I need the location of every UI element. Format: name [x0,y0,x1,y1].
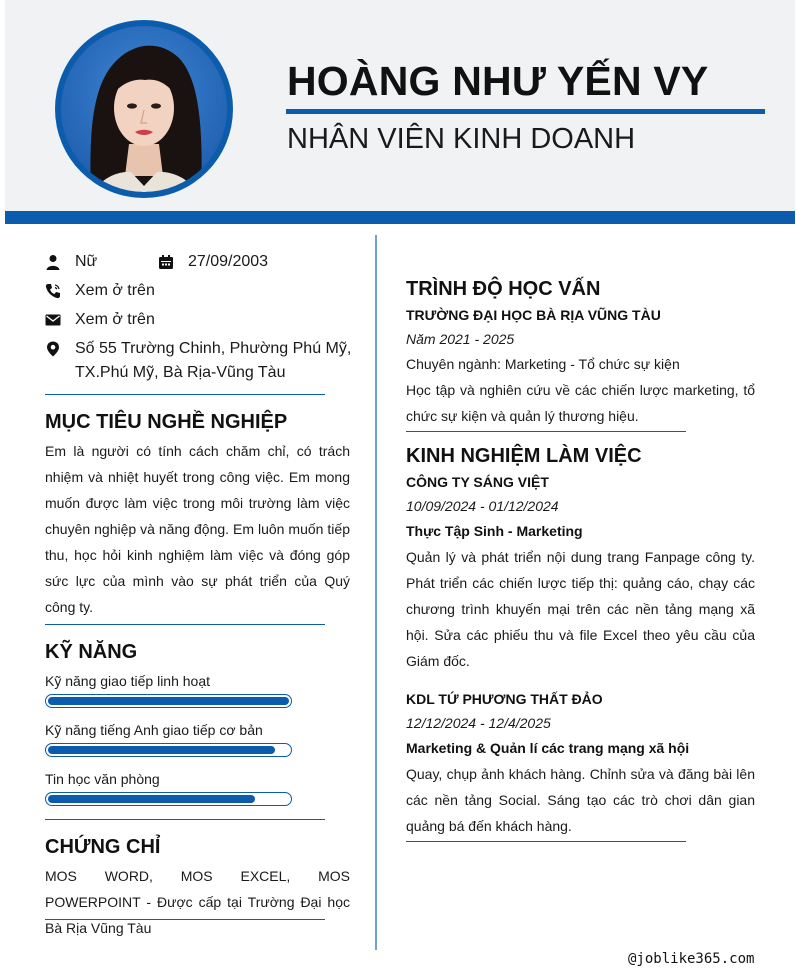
skill-bar [45,743,292,757]
skill-bar [45,792,292,806]
email-icon [45,312,61,328]
skills-title: KỸ NĂNG [45,641,138,663]
objective-title: MỤC TIÊU NGHỀ NGHIỆP [45,411,288,433]
skills-separator [45,819,325,820]
education-major: Chuyên ngành: Marketing - Tổ chức sự kiện [406,356,680,372]
experience-title: KINH NGHIỆM LÀM VIỆC [406,445,642,467]
address-line-2: TX.Phú Mỹ, Bà Rịa-Vũng Tàu [75,364,286,381]
skill-label: Tin học văn phòng [45,771,160,787]
contact-address [45,337,351,385]
education-period: Năm 2021 - 2025 [406,331,515,347]
calendar-icon [158,254,174,270]
job-period: 12/12/2024 - 12/4/2025 [406,715,551,731]
phone-icon [45,283,61,299]
header-accent-bar [5,211,795,224]
phone-value: Xem ở trên [75,282,155,299]
contact-phone [45,282,155,300]
contact-gender [45,253,97,271]
job-description: Quản lý và phát triển nội dung trang Fanpage công ty. Phát triển các chiến lược tiếp thị: quảng cáo, chạy các chương trình khuyến mại trên các nền tảng mạng xã hội. Sửa các phiếu thu và file Excel theo yêu cầu của Giám đốc. [406,549,755,669]
skill-label: Kỹ năng giao tiếp linh hoạt [45,673,211,689]
candidate-name: HOÀNG NHƯ YẾN VY [287,58,709,104]
job-company: KDL TỨ PHƯƠNG THẤT ĐẢO [406,691,603,707]
certificates-title: CHỨNG CHỈ [45,836,161,858]
profile-photo [61,26,227,192]
contact-separator [45,394,325,395]
job-company: CÔNG TY SÁNG VIỆT [406,474,549,490]
user-icon [45,254,61,270]
job-description: Quay, chụp ảnh khách hàng. Chỉnh sửa và đăng bài lên các nền tảng Social. Sáng tạo các trò chơi dân gian quảng bá đến khách hàng. [406,766,755,834]
objective-text: Em là người có tính cách chăm chỉ, có trách nhiệm và nhiệt huyết trong công việc. Em mong muốn được làm việc trong môi trường làm việc chuyên nghiệp và năng động. Em luôn muốn tiếp thu, học hỏi kinh nghiệm làm việc và đóng góp sức lực của mình vào sự phát triển của Quý công ty. [45,443,350,615]
objective-separator [45,624,325,625]
job-period: 10/09/2024 - 01/12/2024 [406,498,559,514]
education-description: Học tập và nghiên cứu về các chiến lược marketing, tổ chức sự kiện và quản lý thương hiệu. [406,382,755,424]
skill-fill [48,746,275,754]
education-separator [406,431,686,432]
job-role: Thực Tập Sinh - Marketing [406,523,583,539]
skill-fill [48,697,289,705]
gender-value: Nữ [75,253,98,270]
footer-watermark: @joblike365.com [628,951,755,967]
job-role: Marketing & Quản lí các trang mạng xã hội [406,740,690,756]
education-school: TRƯỜNG ĐẠI HỌC BÀ RỊA VŨNG TÀU [406,307,661,323]
name-underline [286,109,765,114]
email-value: Xem ở trên [75,311,155,328]
address-line-1: Số 55 Trường Chinh, Phường Phú Mỹ, [75,340,352,357]
location-icon [45,341,61,357]
contact-email [45,311,155,329]
certificates-separator [45,919,325,920]
education-title: TRÌNH ĐỘ HỌC VẤN [406,278,601,300]
address-text [75,337,351,385]
column-divider [375,235,377,950]
certificates-text: MOS WORD, MOS EXCEL, MOS POWERPOINT - Được cấp tại Trường Đại học Bà Rịa Vũng Tàu [45,868,350,936]
experience-separator [406,841,686,842]
avatar [55,20,233,198]
job-title: NHÂN VIÊN KINH DOANH [287,123,636,155]
dob-value: 27/09/2003 [188,253,269,270]
skill-label: Kỹ năng tiếng Anh giao tiếp cơ bản [45,722,263,738]
skill-fill [48,795,255,803]
skill-bar [45,694,292,708]
contact-dob [158,253,268,271]
